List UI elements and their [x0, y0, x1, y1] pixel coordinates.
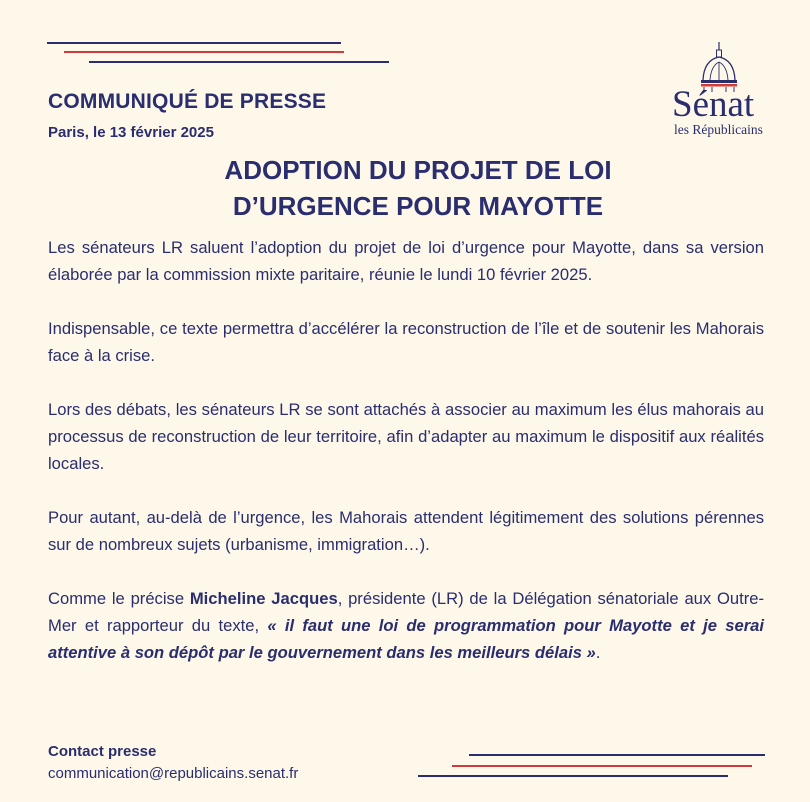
- paragraph-3: Lors des débats, les sénateurs LR se sont attachés à associer au maximum les élus mahorais au processus de reconstruction de leur territoire, afin d’adapter au maximum le dispositif aux réalités locales.: [48, 400, 764, 473]
- top-rule-3: [89, 61, 389, 63]
- senator-name: Micheline Jacques: [189, 589, 338, 608]
- body-text: [48, 234, 764, 666]
- top-rule-2: [64, 51, 344, 53]
- paragraph-2: Indispensable, ce texte permettra d’accélérer la reconstruction de l’île et de soutenir les Mahorais face à la crise.: [48, 319, 764, 365]
- dateline: Paris, le 13 février 2025: [48, 124, 214, 141]
- logo-subtitle: les Républicains: [674, 122, 763, 137]
- paragraph-5-middle: , présidente (LR) de la Délégation sénatoriale aux Outre-Mer et rapporteur du texte,: [48, 589, 765, 635]
- top-rule-1: [47, 42, 341, 44]
- paragraph-4: Pour autant, au-delà de l’urgence, les Mahorais attendent légitimement des solutions pérennes sur de nombreux sujets (urbanisme, immigration…).: [48, 508, 764, 554]
- title-line-2: D’URGENCE POUR MAYOTTE: [232, 191, 604, 221]
- senat-lr-logo: [666, 40, 776, 140]
- paragraph-5: [48, 585, 764, 666]
- paragraph-5-intro: Comme le précise: [48, 589, 190, 608]
- contact-block: [48, 741, 298, 785]
- page-heading: COMMUNIQUÉ DE PRESSE: [48, 90, 327, 113]
- senator-quote: « il faut une loi de programmation pour Mayotte et je serai attentive à son dépôt par le gouvernement dans les meilleurs délais »: [48, 616, 764, 662]
- paragraph-5-end: .: [595, 643, 601, 662]
- contact-label: Contact presse: [48, 743, 157, 760]
- bottom-rule-2: [452, 765, 752, 767]
- contact-email[interactable]: communication@republicains.senat.fr: [48, 765, 299, 782]
- bottom-rule-1: [469, 754, 765, 756]
- logo-wordmark: Sénat: [672, 84, 755, 125]
- title-line-1: ADOPTION DU PROJET DE LOI: [224, 155, 612, 185]
- press-release-title: [0, 152, 810, 224]
- paragraph-1: Les sénateurs LR saluent l’adoption du projet de loi d’urgence pour Mayotte, dans sa version élaborée par la commission mixte paritaire, réunie le lundi 10 février 2025.: [48, 238, 764, 284]
- bottom-rule-3: [418, 775, 728, 777]
